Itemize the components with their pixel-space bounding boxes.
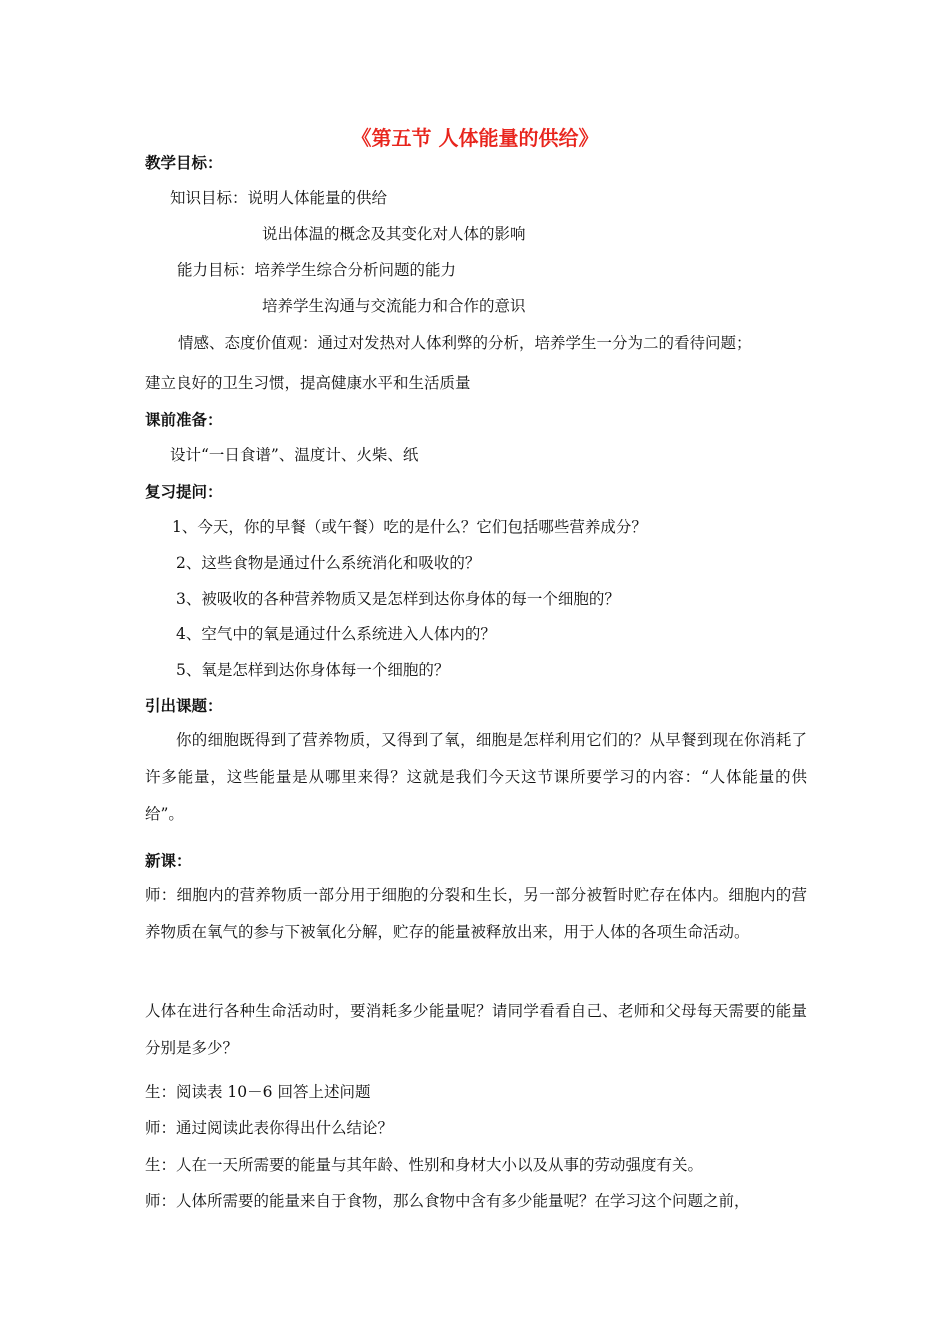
intro-heading: 引出课题： [145, 696, 223, 715]
intro-paragraph: 你的细胞既得到了营养物质，又得到了氧，细胞是怎样利用它们的？从早餐到现在你消耗了许多能量，这些能量是从哪里来得？这就是我们今天这节课所要学习的内容：“人体能量的供给”。 [145, 731, 807, 823]
ability-objective-2: 培养学生沟通与交流能力和合作的意识 [262, 297, 526, 315]
new-lesson-heading: 新课： [145, 851, 192, 870]
emotion-objective: 情感、态度价值观：通过对发热对人体利弊的分析，培养学生一分为二的看待问题； [178, 334, 752, 352]
new-lesson-paragraph-4: 师：通过阅读此表你得出什么结论？ [145, 1119, 394, 1137]
knowledge-objective-1: 知识目标：说明人体能量的供给 [170, 189, 388, 207]
ability-objective-1: 能力目标：培养学生综合分析问题的能力 [177, 261, 457, 279]
review-heading: 复习提问： [145, 482, 223, 501]
review-question-3: 3、被吸收的各种营养物质又是怎样到达你身体的每一个细胞的？ [176, 590, 620, 608]
preparation-text: 设计“一日食谱”、温度计、火柴、纸 [170, 446, 419, 464]
review-question-4: 4、空气中的氧是通过什么系统进入人体内的？ [176, 625, 496, 643]
review-question-2: 2、这些食物是通过什么系统消化和吸收的？ [176, 554, 481, 572]
new-lesson-paragraph-2: 人体在进行各种生命活动时，要消耗多少能量呢？请同学看看自己、老师和父母每天需要的能量分别是多少？ [145, 1002, 807, 1057]
emotion-objective-continued: 建立良好的卫生习惯，提高健康水平和生活质量 [145, 374, 471, 392]
new-lesson-paragraph-6: 师：人体所需要的能量来自于食物，那么食物中含有多少能量呢？在学习这个问题之前， [145, 1192, 750, 1210]
new-lesson-paragraph-5: 生：人在一天所需要的能量与其年龄、性别和身材大小以及从事的劳动强度有关。 [145, 1156, 704, 1174]
document-title: 《第五节 人体能量的供给》 [351, 126, 599, 150]
new-lesson-paragraph-1: 师：细胞内的营养物质一部分用于细胞的分裂和生长，另一部分被暂时贮存在体内。细胞内的营养物质在氧气的参与下被氧化分解，贮存的能量被释放出来，用于人体的各项生命活动。 [145, 886, 807, 941]
knowledge-objective-2: 说出体温的概念及其变化对人体的影响 [262, 225, 526, 243]
review-question-5: 5、氧是怎样到达你身体每一个细胞的？ [176, 661, 450, 679]
review-question-1: 1、今天，你的早餐（或午餐）吃的是什么？它们包括哪些营养成分？ [172, 518, 647, 536]
objectives-heading: 教学目标： [145, 153, 223, 172]
new-lesson-paragraph-3: 生：阅读表 10－6 回答上述问题 [145, 1083, 371, 1101]
preparation-heading: 课前准备： [145, 410, 223, 429]
